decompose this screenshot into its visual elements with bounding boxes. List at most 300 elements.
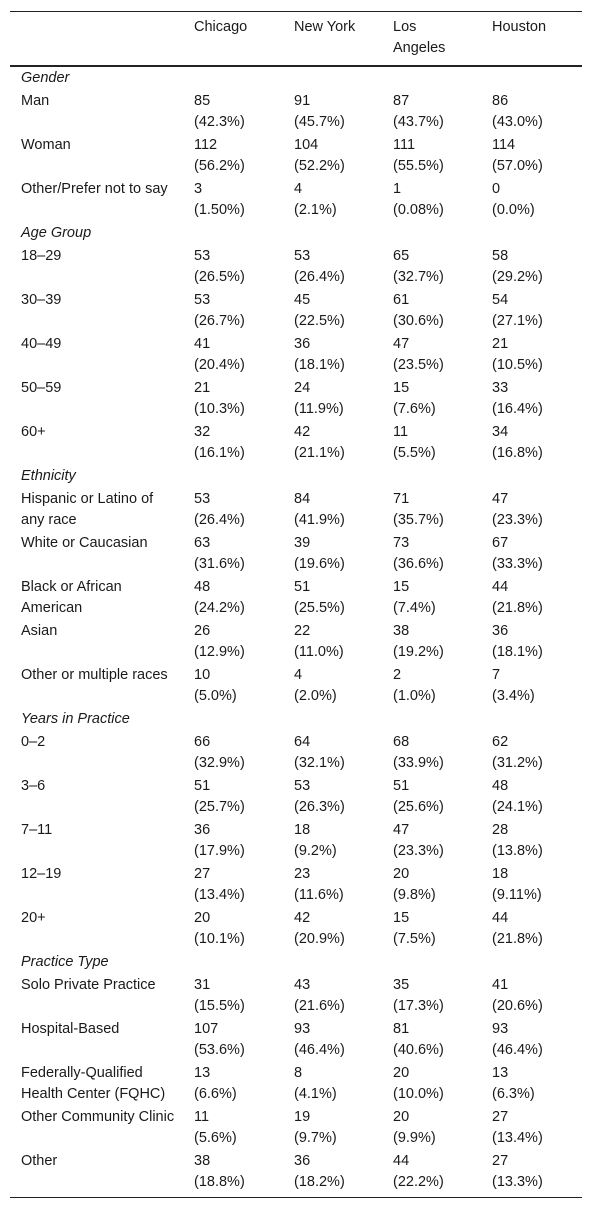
table-row (10, 576, 582, 620)
cell-percent: (5.6%) (194, 1130, 237, 1146)
row-label: 3–6 (21, 778, 46, 794)
cell-percent: (7.4%) (393, 600, 436, 616)
cell-count: 44 (492, 910, 509, 926)
cell-percent: (36.6%) (393, 556, 444, 572)
table-row (10, 731, 582, 775)
table-body (10, 66, 582, 1198)
cell-houston (481, 421, 582, 465)
header-line: Angeles (393, 40, 446, 56)
cell-chicago (183, 245, 283, 289)
cell-count: 111 (393, 137, 416, 153)
cell-percent: (9.9%) (393, 1130, 436, 1146)
cell-los-angeles (382, 333, 481, 377)
cell-los-angeles (382, 731, 481, 775)
cell-count: 53 (194, 248, 211, 264)
cell-percent: (43.0%) (492, 114, 543, 130)
table-row (10, 620, 582, 664)
cell-new-york (283, 620, 382, 664)
cell-houston (481, 1062, 582, 1106)
cell-count: 85 (194, 93, 211, 109)
cell-percent: (33.3%) (492, 556, 543, 572)
cell-los-angeles (382, 907, 481, 951)
cell-count: 48 (492, 778, 509, 794)
cell-count: 23 (294, 866, 311, 882)
cell-count: 45 (294, 292, 311, 308)
cell-houston (481, 620, 582, 664)
cell-chicago (183, 1062, 283, 1106)
cell-count: 71 (393, 491, 410, 507)
cell-count: 54 (492, 292, 509, 308)
cell-percent: (52.2%) (294, 158, 345, 174)
header-cell-new-york: New York (294, 19, 356, 35)
cell-count: 93 (492, 1021, 509, 1037)
cell-count: 42 (294, 910, 311, 926)
cell-new-york (283, 664, 382, 708)
cell-chicago (183, 1018, 283, 1062)
table-row (10, 819, 582, 863)
cell-percent: (23.3%) (393, 843, 444, 859)
cell-count: 62 (492, 734, 509, 750)
section-header-row (10, 708, 582, 731)
cell-percent: (16.1%) (194, 445, 245, 461)
section-title: Practice Type (21, 954, 109, 970)
row-label: Other Community Clinic (21, 1109, 175, 1125)
cell-los-angeles (382, 576, 481, 620)
cell-count: 31 (194, 977, 211, 993)
cell-count: 22 (294, 623, 311, 639)
cell-percent: (33.9%) (393, 755, 444, 771)
cell-count: 20 (393, 1109, 410, 1125)
cell-count: 0 (492, 181, 501, 197)
cell-new-york (283, 488, 382, 532)
cell-percent: (2.1%) (294, 202, 337, 218)
cell-percent: (7.5%) (393, 931, 436, 947)
cell-count: 53 (294, 778, 311, 794)
cell-houston (481, 90, 582, 134)
demographics-table (10, 11, 582, 1198)
cell-percent: (24.2%) (194, 600, 245, 616)
cell-count: 87 (393, 93, 410, 109)
cell-percent: (41.9%) (294, 512, 345, 528)
table-row (10, 90, 582, 134)
cell-percent: (26.4%) (294, 269, 345, 285)
cell-los-angeles (382, 664, 481, 708)
cell-houston (481, 819, 582, 863)
section-header-row (10, 465, 582, 488)
cell-count: 4 (294, 667, 303, 683)
cell-percent: (32.7%) (393, 269, 444, 285)
cell-percent: (6.6%) (194, 1086, 237, 1102)
cell-percent: (9.8%) (393, 887, 436, 903)
table-row (10, 532, 582, 576)
cell-count: 64 (294, 734, 311, 750)
table-row (10, 377, 582, 421)
row-label: Woman (21, 137, 71, 153)
cell-chicago (183, 1150, 283, 1198)
cell-percent: (18.2%) (294, 1174, 345, 1190)
cell-count: 15 (393, 380, 410, 396)
cell-percent: (12.9%) (194, 644, 245, 660)
header-cell-houston: Houston (492, 19, 547, 35)
cell-new-york (283, 819, 382, 863)
cell-count: 20 (194, 910, 211, 926)
row-label: 50–59 (21, 380, 62, 396)
cell-new-york (283, 974, 382, 1018)
cell-new-york (283, 289, 382, 333)
row-label: Hispanic or Latino of any race (21, 491, 154, 528)
cell-count: 41 (492, 977, 509, 993)
cell-count: 53 (294, 248, 311, 264)
cell-percent: (22.5%) (294, 313, 345, 329)
cell-percent: (32.9%) (194, 755, 245, 771)
cell-count: 18 (492, 866, 509, 882)
cell-houston (481, 576, 582, 620)
cell-percent: (20.4%) (194, 357, 245, 373)
row-label: Other or multiple races (21, 667, 168, 683)
cell-percent: (21.8%) (492, 600, 543, 616)
section-title: Age Group (21, 225, 92, 241)
table-row (10, 488, 582, 532)
table-row (10, 907, 582, 951)
table-row (10, 245, 582, 289)
cell-chicago (183, 775, 283, 819)
cell-percent: (5.5%) (393, 445, 436, 461)
cell-chicago (183, 333, 283, 377)
table-row (10, 1106, 582, 1150)
cell-count: 61 (393, 292, 410, 308)
cell-count: 112 (194, 137, 218, 153)
cell-count: 36 (492, 623, 509, 639)
cell-count: 114 (492, 137, 516, 153)
cell-chicago (183, 421, 283, 465)
cell-houston (481, 532, 582, 576)
cell-los-angeles (382, 775, 481, 819)
header-line: Los (393, 19, 417, 35)
cell-count: 27 (492, 1153, 509, 1169)
cell-los-angeles (382, 178, 481, 222)
cell-houston (481, 1018, 582, 1062)
section-header-row (10, 222, 582, 245)
table-row (10, 664, 582, 708)
cell-count: 8 (294, 1065, 303, 1081)
table-row (10, 1150, 582, 1198)
cell-percent: (21.1%) (294, 445, 345, 461)
header-cell-los-angeles (382, 12, 481, 67)
cell-percent: (23.5%) (393, 357, 444, 373)
cell-count: 28 (492, 822, 509, 838)
cell-percent: (13.4%) (194, 887, 245, 903)
cell-new-york (283, 90, 382, 134)
table-header-row (10, 12, 582, 67)
cell-los-angeles (382, 819, 481, 863)
cell-los-angeles (382, 421, 481, 465)
cell-percent: (2.0%) (294, 688, 337, 704)
cell-new-york (283, 863, 382, 907)
cell-count: 93 (294, 1021, 311, 1037)
cell-percent: (21.6%) (294, 998, 345, 1014)
cell-count: 27 (492, 1109, 509, 1125)
cell-new-york (283, 1062, 382, 1106)
cell-los-angeles (382, 1062, 481, 1106)
row-label: Black or African American (21, 579, 122, 616)
cell-percent: (25.5%) (294, 600, 345, 616)
cell-chicago (183, 532, 283, 576)
cell-percent: (5.0%) (194, 688, 237, 704)
table-row (10, 863, 582, 907)
cell-percent: (26.5%) (194, 269, 245, 285)
cell-percent: (26.7%) (194, 313, 245, 329)
cell-chicago (183, 819, 283, 863)
cell-percent: (9.7%) (294, 1130, 337, 1146)
cell-percent: (11.9%) (294, 401, 344, 417)
cell-percent: (29.2%) (492, 269, 543, 285)
cell-count: 86 (492, 93, 509, 109)
cell-count: 35 (393, 977, 410, 993)
cell-percent: (22.2%) (393, 1174, 444, 1190)
cell-percent: (46.4%) (294, 1042, 345, 1058)
cell-count: 67 (492, 535, 509, 551)
cell-los-angeles (382, 90, 481, 134)
row-label: 30–39 (21, 292, 62, 308)
cell-percent: (16.4%) (492, 401, 543, 417)
cell-new-york (283, 421, 382, 465)
cell-count: 24 (294, 380, 311, 396)
cell-chicago (183, 134, 283, 178)
cell-chicago (183, 863, 283, 907)
cell-percent: (1.50%) (194, 202, 245, 218)
cell-percent: (19.6%) (294, 556, 345, 572)
cell-count: 26 (194, 623, 211, 639)
row-label: Hospital-Based (21, 1021, 120, 1037)
cell-count: 107 (194, 1021, 219, 1037)
cell-percent: (25.7%) (194, 799, 245, 815)
cell-percent: (24.1%) (492, 799, 543, 815)
row-label: 18–29 (21, 248, 62, 264)
row-label: White or Caucasian (21, 535, 148, 551)
table-row (10, 974, 582, 1018)
row-label: 20+ (21, 910, 46, 926)
cell-percent: (26.3%) (294, 799, 345, 815)
cell-new-york (283, 333, 382, 377)
cell-percent: (25.6%) (393, 799, 444, 815)
cell-chicago (183, 974, 283, 1018)
cell-percent: (0.0%) (492, 202, 535, 218)
cell-new-york (283, 1018, 382, 1062)
cell-percent: (21.8%) (492, 931, 543, 947)
cell-count: 20 (393, 866, 410, 882)
cell-count: 51 (194, 778, 211, 794)
table-row (10, 289, 582, 333)
demographics-table-container (10, 11, 582, 1198)
cell-houston (481, 974, 582, 1018)
cell-percent: (20.9%) (294, 931, 345, 947)
cell-count: 68 (393, 734, 410, 750)
cell-chicago (183, 731, 283, 775)
cell-count: 104 (294, 137, 319, 153)
cell-new-york (283, 576, 382, 620)
cell-new-york (283, 377, 382, 421)
cell-houston (481, 907, 582, 951)
cell-count: 66 (194, 734, 211, 750)
row-label: Other/Prefer not to say (21, 181, 168, 197)
cell-new-york (283, 178, 382, 222)
cell-count: 36 (294, 336, 311, 352)
cell-houston (481, 664, 582, 708)
row-label: 7–11 (21, 822, 53, 838)
table-row (10, 333, 582, 377)
cell-houston (481, 134, 582, 178)
cell-percent: (10.5%) (492, 357, 543, 373)
cell-count: 15 (393, 579, 410, 595)
cell-chicago (183, 576, 283, 620)
cell-count: 65 (393, 248, 410, 264)
cell-chicago (183, 664, 283, 708)
cell-houston (481, 333, 582, 377)
cell-new-york (283, 1150, 382, 1198)
cell-count: 11 (393, 424, 409, 440)
row-label: 40–49 (21, 336, 62, 352)
cell-count: 20 (393, 1065, 410, 1081)
cell-houston (481, 488, 582, 532)
cell-count: 43 (294, 977, 311, 993)
table-row (10, 1018, 582, 1062)
cell-count: 91 (294, 93, 311, 109)
cell-percent: (42.3%) (194, 114, 245, 130)
cell-percent: (9.2%) (294, 843, 337, 859)
cell-count: 51 (393, 778, 410, 794)
cell-percent: (26.4%) (194, 512, 245, 528)
cell-percent: (18.1%) (492, 644, 543, 660)
row-label: Solo Private Practice (21, 977, 156, 993)
cell-los-angeles (382, 1150, 481, 1198)
cell-chicago (183, 178, 283, 222)
cell-count: 44 (393, 1153, 410, 1169)
row-label: 0–2 (21, 734, 46, 750)
cell-houston (481, 178, 582, 222)
row-label: Other (21, 1153, 58, 1169)
cell-percent: (3.4%) (492, 688, 535, 704)
cell-count: 36 (294, 1153, 311, 1169)
cell-percent: (13.3%) (492, 1174, 543, 1190)
cell-houston (481, 1106, 582, 1150)
cell-count: 19 (294, 1109, 311, 1125)
cell-chicago (183, 90, 283, 134)
cell-new-york (283, 1106, 382, 1150)
section-title: Years in Practice (21, 711, 130, 727)
cell-los-angeles (382, 863, 481, 907)
section-title: Ethnicity (21, 468, 76, 484)
cell-percent: (9.11%) (492, 887, 542, 903)
cell-houston (481, 245, 582, 289)
cell-percent: (31.2%) (492, 755, 543, 771)
cell-count: 73 (393, 535, 410, 551)
cell-los-angeles (382, 134, 481, 178)
cell-count: 47 (393, 822, 410, 838)
cell-count: 53 (194, 292, 211, 308)
cell-percent: (55.5%) (393, 158, 444, 174)
table-row (10, 1062, 582, 1106)
cell-new-york (283, 731, 382, 775)
table-row (10, 775, 582, 819)
cell-count: 10 (194, 667, 211, 683)
section-title: Gender (21, 70, 70, 86)
cell-los-angeles (382, 488, 481, 532)
cell-percent: (16.8%) (492, 445, 543, 461)
cell-count: 58 (492, 248, 509, 264)
header-cell-chicago: Chicago (194, 19, 248, 35)
cell-count: 36 (194, 822, 211, 838)
cell-percent: (31.6%) (194, 556, 245, 572)
cell-count: 21 (492, 336, 509, 352)
cell-houston (481, 377, 582, 421)
cell-houston (481, 775, 582, 819)
cell-count: 4 (294, 181, 303, 197)
cell-los-angeles (382, 377, 481, 421)
cell-count: 47 (492, 491, 509, 507)
cell-count: 39 (294, 535, 311, 551)
cell-percent: (43.7%) (393, 114, 444, 130)
cell-percent: (13.8%) (492, 843, 543, 859)
cell-new-york (283, 245, 382, 289)
cell-count: 42 (294, 424, 311, 440)
cell-chicago (183, 488, 283, 532)
cell-count: 11 (194, 1109, 210, 1125)
cell-count: 13 (194, 1065, 211, 1081)
row-label: Federally-Qualified Health Center (FQHC) (21, 1065, 166, 1102)
cell-count: 51 (294, 579, 311, 595)
cell-los-angeles (382, 974, 481, 1018)
cell-count: 3 (194, 181, 203, 197)
cell-percent: (13.4%) (492, 1130, 543, 1146)
cell-houston (481, 731, 582, 775)
cell-percent: (17.3%) (393, 998, 444, 1014)
cell-count: 15 (393, 910, 410, 926)
cell-count: 44 (492, 579, 509, 595)
cell-los-angeles (382, 1018, 481, 1062)
cell-count: 53 (194, 491, 211, 507)
table-row (10, 421, 582, 465)
cell-count: 38 (194, 1153, 211, 1169)
cell-percent: (11.0%) (294, 644, 344, 660)
header-cell-category (10, 12, 183, 67)
cell-percent: (23.3%) (492, 512, 543, 528)
cell-percent: (10.0%) (393, 1086, 444, 1102)
section-header-row (10, 66, 582, 90)
cell-percent: (30.6%) (393, 313, 444, 329)
cell-count: 84 (294, 491, 311, 507)
cell-percent: (11.6%) (294, 887, 344, 903)
cell-count: 48 (194, 579, 211, 595)
table-row (10, 134, 582, 178)
cell-chicago (183, 620, 283, 664)
cell-los-angeles (382, 1106, 481, 1150)
cell-chicago (183, 907, 283, 951)
cell-percent: (56.2%) (194, 158, 245, 174)
cell-count: 33 (492, 380, 509, 396)
row-label: Man (21, 93, 50, 109)
cell-percent: (46.4%) (492, 1042, 543, 1058)
row-label: 60+ (21, 424, 46, 440)
cell-count: 27 (194, 866, 211, 882)
cell-count: 38 (393, 623, 410, 639)
cell-percent: (10.1%) (194, 931, 245, 947)
cell-new-york (283, 907, 382, 951)
cell-count: 34 (492, 424, 509, 440)
cell-percent: (1.0%) (393, 688, 436, 704)
cell-count: 81 (393, 1021, 410, 1037)
cell-percent: (18.1%) (294, 357, 345, 373)
cell-chicago (183, 1106, 283, 1150)
